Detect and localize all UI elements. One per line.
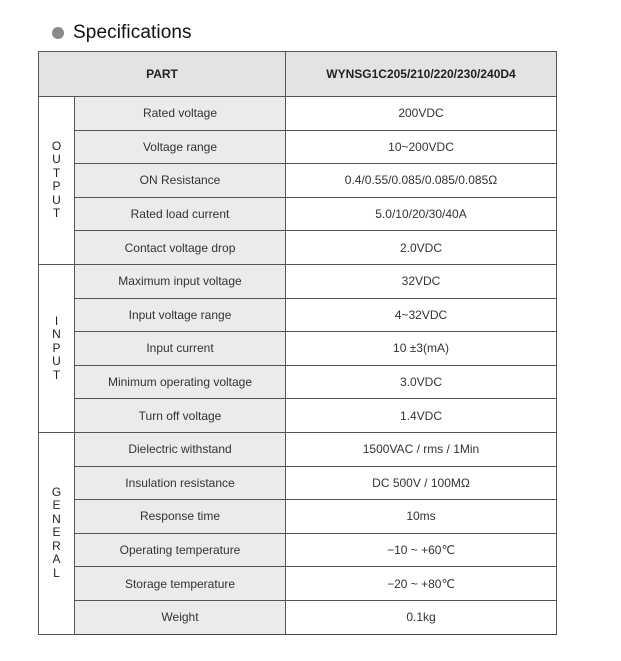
section-title-text: Specifications: [73, 22, 192, 43]
part-header: PART: [39, 52, 286, 97]
value-cell: 1.4VDC: [286, 399, 557, 433]
group-label: [39, 264, 75, 432]
param-cell: Dielectric withstand: [75, 432, 286, 466]
table-row: [39, 500, 557, 534]
table-row: [39, 97, 557, 131]
group-label-char: A: [52, 552, 61, 567]
group-label-char: U: [52, 152, 61, 167]
table-row: [39, 567, 557, 601]
value-cell: 0.1kg: [286, 600, 557, 634]
param-cell: Operating temperature: [75, 533, 286, 567]
param-cell: Rated load current: [75, 197, 286, 231]
param-cell: Turn off voltage: [75, 399, 286, 433]
model-header: WYNSG1C205/210/220/230/240D4: [286, 52, 557, 97]
table-row: [39, 399, 557, 433]
table-row: [39, 231, 557, 265]
group-label-char: T: [52, 367, 61, 382]
spec-table-body: [39, 97, 557, 635]
table-row: [39, 264, 557, 298]
table-row: [39, 466, 557, 500]
value-cell: DC 500V / 100MΩ: [286, 466, 557, 500]
section-title: [52, 19, 192, 47]
group-label-char: N: [52, 327, 61, 342]
group-label-char: E: [52, 498, 61, 513]
group-label-char: I: [54, 313, 59, 328]
value-cell: 0.4/0.55/0.085/0.085/0.085Ω: [286, 164, 557, 198]
table-row: [39, 164, 557, 198]
param-cell: Rated voltage: [75, 97, 286, 131]
table-row: [39, 533, 557, 567]
value-cell: 200VDC: [286, 97, 557, 131]
group-label-char: O: [51, 138, 62, 153]
value-cell: 32VDC: [286, 264, 557, 298]
param-cell: Maximum input voltage: [75, 264, 286, 298]
value-cell: 2.0VDC: [286, 231, 557, 265]
group-label-char: L: [53, 565, 60, 580]
table-row: [39, 130, 557, 164]
spec-table: [38, 51, 557, 635]
param-cell: Response time: [75, 500, 286, 534]
value-cell: 5.0/10/20/30/40A: [286, 197, 557, 231]
bullet-icon: [52, 27, 64, 39]
value-cell: 4~32VDC: [286, 298, 557, 332]
group-label-char: U: [52, 192, 61, 207]
group-label-char: R: [52, 538, 61, 553]
param-cell: Input current: [75, 332, 286, 366]
group-label-char: P: [52, 340, 61, 355]
param-cell: Voltage range: [75, 130, 286, 164]
table-row: [39, 332, 557, 366]
param-cell: Contact voltage drop: [75, 231, 286, 265]
value-cell: 10~200VDC: [286, 130, 557, 164]
value-cell: −10 ~ +60℃: [286, 533, 557, 567]
param-cell: Input voltage range: [75, 298, 286, 332]
spec-header-row: [39, 52, 557, 97]
table-row: [39, 365, 557, 399]
group-label-char: T: [52, 165, 61, 180]
group-label: [39, 97, 75, 265]
param-cell: Weight: [75, 600, 286, 634]
value-cell: −20 ~ +80℃: [286, 567, 557, 601]
group-label-char: N: [52, 511, 61, 526]
value-cell: 3.0VDC: [286, 365, 557, 399]
param-cell: Storage temperature: [75, 567, 286, 601]
group-label-char: E: [52, 525, 61, 540]
table-row: [39, 432, 557, 466]
group-label-char: U: [52, 354, 61, 369]
param-cell: Insulation resistance: [75, 466, 286, 500]
table-row: [39, 600, 557, 634]
group-label-char: G: [51, 484, 62, 499]
param-cell: Minimum operating voltage: [75, 365, 286, 399]
param-cell: ON Resistance: [75, 164, 286, 198]
table-row: [39, 298, 557, 332]
value-cell: 10 ±3(mA): [286, 332, 557, 366]
group-label: [39, 432, 75, 634]
value-cell: 10ms: [286, 500, 557, 534]
group-label-char: P: [52, 179, 61, 194]
table-row: [39, 197, 557, 231]
value-cell: 1500VAC / rms / 1Min: [286, 432, 557, 466]
group-label-char: T: [52, 206, 61, 221]
